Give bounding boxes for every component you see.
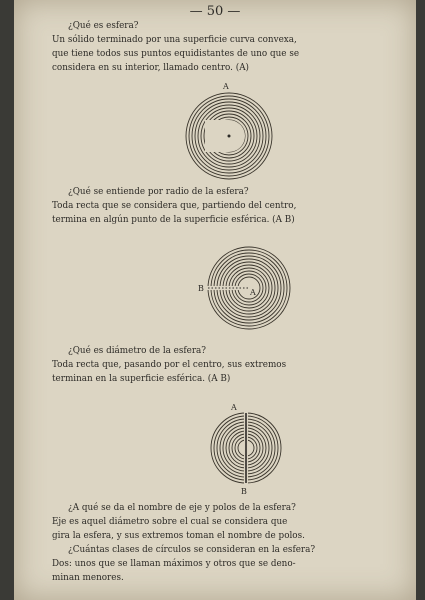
answer-line: considera en su interior, llamado centro. (A) xyxy=(52,63,249,73)
answer-line: Dos: unos que se llaman máximos y otros que se deno- xyxy=(52,559,296,569)
question-esfera: ¿Qué es esfera? xyxy=(68,21,139,31)
page-number: — 50 — xyxy=(189,4,241,19)
answer-line: termina en algún punto de la superficie esférica. (A B) xyxy=(52,215,295,225)
answer-line: minan menores. xyxy=(52,573,124,583)
answer-line: gira la esfera, y sus extremos toman el nombre de polos. xyxy=(52,531,305,541)
answer-line: Toda recta que, pasando por el centro, sus extremos xyxy=(52,360,287,370)
question-circulos: ¿Cuántas clases de círculos se consideran en la esfera? xyxy=(68,545,316,555)
answer-line: terminan en la superficie esférica. (A B) xyxy=(52,374,231,384)
question-eje-polos: ¿A qué se da el nombre de eje y polos de la esfera? xyxy=(68,503,296,513)
figure-label-a: A xyxy=(231,403,237,412)
answer-line: que tiene todos sus puntos equidistantes de uno que se xyxy=(52,49,300,59)
answer-line: Un sólido terminado por una superficie curva convexa, xyxy=(52,35,297,45)
figure-label-a: A xyxy=(250,288,256,297)
figure-label-b: B xyxy=(198,284,204,293)
question-diametro: ¿Qué es diámetro de la esfera? xyxy=(68,346,207,356)
answer-line: Eje es aquel diámetro sobre el cual se considera que xyxy=(52,517,288,527)
sphere-figure-radius xyxy=(207,246,291,330)
question-radio xyxy=(14,186,425,200)
book-page xyxy=(14,0,416,600)
sphere-figure-center xyxy=(185,92,273,180)
figure-label-b: B xyxy=(241,487,247,496)
answer-line: Toda recta que se considera que, partiendo del centro, xyxy=(52,201,297,211)
question-text: ¿Qué se entiende por radio de la esfera? xyxy=(68,187,249,197)
figure-label-a: A xyxy=(223,82,229,91)
sphere-figure-diameter xyxy=(210,412,282,484)
